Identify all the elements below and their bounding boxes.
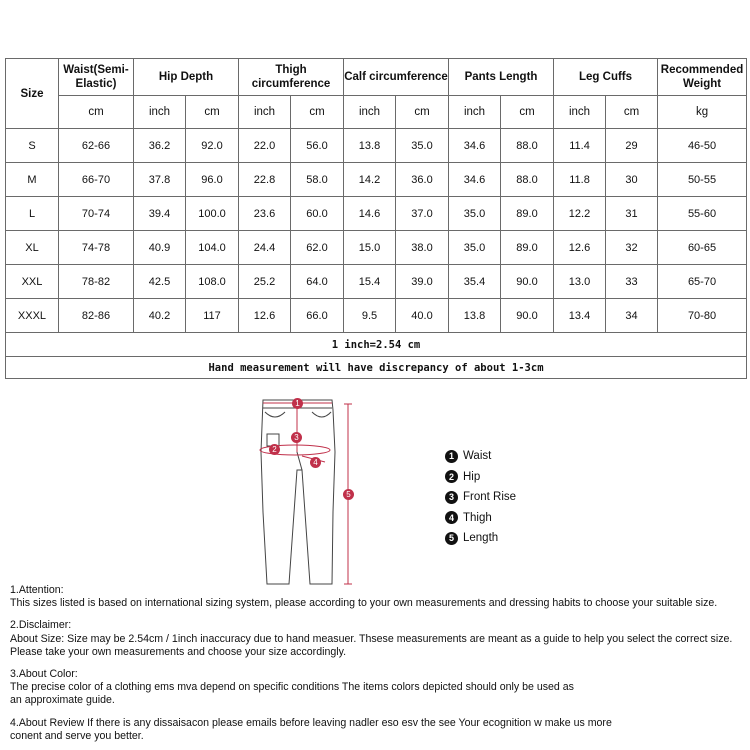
table-row — [6, 265, 747, 299]
unit-cell: inch — [554, 96, 606, 129]
pants-diagram — [255, 392, 375, 588]
table-cell: 58.0 — [291, 163, 344, 197]
table-cell: 46-50 — [658, 129, 747, 163]
header-thigh: Thigh circumference — [239, 59, 344, 96]
table-cell: 92.0 — [186, 129, 239, 163]
pants-outline-icon — [255, 392, 375, 588]
table-cell: 88.0 — [501, 163, 554, 197]
discrepancy-note: Hand measurement will have discrepancy of about 1-3cm — [6, 357, 747, 379]
unit-cell: inch — [134, 96, 186, 129]
table-cell: 11.8 — [554, 163, 606, 197]
legend-label: Length — [463, 532, 499, 545]
disclaimer-text-1: About Size: Size may be 2.54cm / 1inch inaccuracy due to hand measuer. Thsese measurements are meant as a guide to help you select the correct size. — [10, 632, 733, 645]
table-cell: 35.0 — [449, 197, 501, 231]
table-cell: 13.8 — [344, 129, 396, 163]
attention-text: This sizes listed is based on international sizing system, please according to your own measurements and dressing habits to choose your suitable size. — [10, 597, 718, 610]
size-cell: M — [6, 163, 59, 197]
header-leg-cuffs: Leg Cuffs — [554, 59, 658, 96]
table-cell: 12.2 — [554, 197, 606, 231]
table-cell: 32 — [606, 231, 658, 265]
legend-label: Thigh — [463, 511, 492, 524]
table-row — [6, 299, 747, 333]
table-row — [6, 231, 747, 265]
unit-cell: cm — [291, 96, 344, 129]
table-cell: 12.6 — [554, 231, 606, 265]
marker-2: 2 — [269, 444, 280, 455]
unit-cell: cm — [501, 96, 554, 129]
table-cell: 25.2 — [239, 265, 291, 299]
notes-section — [10, 584, 750, 743]
header-weight: Recommended Weight — [658, 59, 747, 96]
review-text-2: conent and serve you better. — [10, 729, 144, 742]
disclaimer-text-2: Please take your own measurements and choose your size accordingly. — [10, 645, 347, 658]
table-cell: 35.0 — [449, 231, 501, 265]
size-cell: XXXL — [6, 299, 59, 333]
table-row — [6, 163, 747, 197]
table-cell: 90.0 — [501, 265, 554, 299]
table-cell: 30 — [606, 163, 658, 197]
table-cell: 13.8 — [449, 299, 501, 333]
unit-cell: inch — [239, 96, 291, 129]
table-cell: 14.2 — [344, 163, 396, 197]
table-cell: 34 — [606, 299, 658, 333]
legend-item-hip — [445, 467, 516, 488]
table-cell: 70-74 — [59, 197, 134, 231]
header-calf: Calf circumference — [344, 59, 449, 96]
header-hip-depth: Hip Depth — [134, 59, 239, 96]
measurement-legend — [445, 446, 516, 549]
legend-number: 3 — [445, 491, 458, 504]
legend-number: 4 — [445, 511, 458, 524]
table-cell: 13.0 — [554, 265, 606, 299]
table-cell: 15.0 — [344, 231, 396, 265]
table-cell: 12.6 — [239, 299, 291, 333]
header-waist: Waist(Semi-Elastic) — [59, 59, 134, 96]
legend-label: Hip — [463, 470, 481, 483]
table-cell: 24.4 — [239, 231, 291, 265]
table-cell: 56.0 — [291, 129, 344, 163]
table-cell: 96.0 — [186, 163, 239, 197]
unit-cell: cm — [186, 96, 239, 129]
table-cell: 14.6 — [344, 197, 396, 231]
table-cell: 62.0 — [291, 231, 344, 265]
table-cell: 39.4 — [134, 197, 186, 231]
table-cell: 13.4 — [554, 299, 606, 333]
table-cell: 60.0 — [291, 197, 344, 231]
table-cell: 39.0 — [396, 265, 449, 299]
table-cell: 40.0 — [396, 299, 449, 333]
table-cell: 117 — [186, 299, 239, 333]
table-cell: 42.5 — [134, 265, 186, 299]
marker-5: 5 — [343, 489, 354, 500]
table-cell: 36.0 — [396, 163, 449, 197]
unit-cell: cm — [59, 96, 134, 129]
unit-cell: cm — [606, 96, 658, 129]
table-cell: 35.0 — [396, 129, 449, 163]
table-cell: 37.8 — [134, 163, 186, 197]
color-text-2: an approximate guide. — [10, 694, 115, 707]
size-chart-table — [5, 58, 747, 379]
table-cell: 38.0 — [396, 231, 449, 265]
review-text-1: 4.About Review If there is any dissaisacon please emails before leaving nadler eso esv the see Your ecognition w make us more — [10, 716, 612, 729]
table-cell: 78-82 — [59, 265, 134, 299]
legend-number: 2 — [445, 470, 458, 483]
attention-title: 1.Attention: — [10, 584, 64, 596]
marker-4: 4 — [310, 457, 321, 468]
size-header: Size — [6, 59, 59, 129]
table-cell: 89.0 — [501, 231, 554, 265]
marker-3: 3 — [291, 432, 302, 443]
unit-cell: cm — [396, 96, 449, 129]
table-cell: 64.0 — [291, 265, 344, 299]
size-cell: XL — [6, 231, 59, 265]
table-cell: 9.5 — [344, 299, 396, 333]
legend-label: Front Rise — [463, 491, 517, 504]
conversion-note: 1 inch=2.54 cm — [6, 333, 747, 357]
table-row — [6, 129, 747, 163]
table-cell: 15.4 — [344, 265, 396, 299]
table-cell: 100.0 — [186, 197, 239, 231]
unit-cell: inch — [344, 96, 396, 129]
unit-cell: inch — [449, 96, 501, 129]
table-cell: 66-70 — [59, 163, 134, 197]
legend-label: Waist — [463, 450, 492, 463]
header-row — [6, 59, 747, 96]
legend-item-length — [445, 528, 516, 549]
legend-number: 1 — [445, 450, 458, 463]
legend-item-front-rise — [445, 487, 516, 508]
color-text-1: The precise color of a clothing ems mva depend on specific conditions The items colors depicted should only be used as — [10, 681, 574, 694]
table-cell: 34.6 — [449, 129, 501, 163]
table-cell: 50-55 — [658, 163, 747, 197]
table-cell: 31 — [606, 197, 658, 231]
legend-item-thigh — [445, 508, 516, 529]
table-cell: 34.6 — [449, 163, 501, 197]
conversion-note-row — [6, 333, 747, 357]
table-cell: 11.4 — [554, 129, 606, 163]
table-cell: 90.0 — [501, 299, 554, 333]
table-cell: 74-78 — [59, 231, 134, 265]
table-cell: 82-86 — [59, 299, 134, 333]
table-cell: 35.4 — [449, 265, 501, 299]
table-cell: 36.2 — [134, 129, 186, 163]
table-cell: 62-66 — [59, 129, 134, 163]
color-title: 3.About Color: — [10, 668, 78, 681]
table-cell: 37.0 — [396, 197, 449, 231]
table-cell: 55-60 — [658, 197, 747, 231]
legend-item-waist — [445, 446, 516, 467]
size-cell: XXL — [6, 265, 59, 299]
units-row — [6, 96, 747, 129]
table-cell: 108.0 — [186, 265, 239, 299]
legend-number: 5 — [445, 532, 458, 545]
table-cell: 40.2 — [134, 299, 186, 333]
table-cell: 29 — [606, 129, 658, 163]
size-cell: L — [6, 197, 59, 231]
size-cell: S — [6, 129, 59, 163]
disclaimer-title: 2.Disclaimer: — [10, 619, 72, 632]
table-cell: 65-70 — [658, 265, 747, 299]
table-cell: 70-80 — [658, 299, 747, 333]
table-cell: 33 — [606, 265, 658, 299]
table-cell: 22.0 — [239, 129, 291, 163]
table-row — [6, 197, 747, 231]
header-pants-length: Pants Length — [449, 59, 554, 96]
table-cell: 66.0 — [291, 299, 344, 333]
table-cell: 23.6 — [239, 197, 291, 231]
table-cell: 104.0 — [186, 231, 239, 265]
table-cell: 60-65 — [658, 231, 747, 265]
table-cell: 88.0 — [501, 129, 554, 163]
discrepancy-note-row — [6, 357, 747, 379]
marker-1: 1 — [292, 398, 303, 409]
table-cell: 89.0 — [501, 197, 554, 231]
unit-cell: kg — [658, 96, 747, 129]
table-cell: 22.8 — [239, 163, 291, 197]
table-cell: 40.9 — [134, 231, 186, 265]
